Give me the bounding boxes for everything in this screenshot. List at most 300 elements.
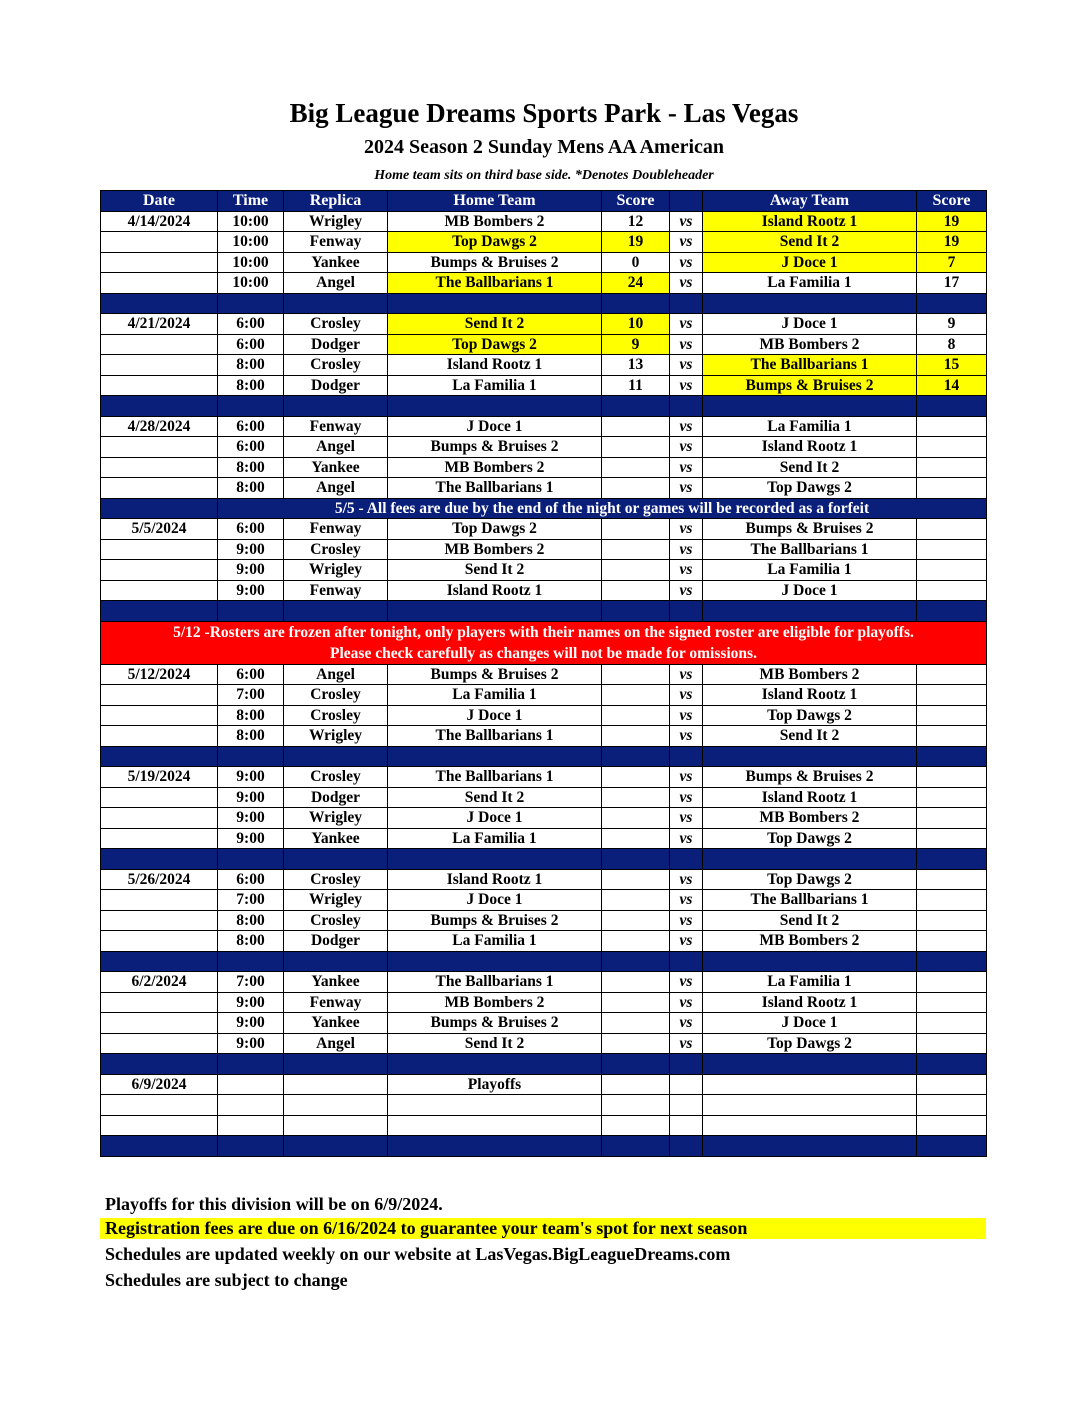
- home-team: La Familia 1: [388, 685, 602, 706]
- roster-alert-row: [101, 621, 987, 664]
- empty-cell: [670, 1115, 703, 1136]
- game-date: [101, 334, 218, 355]
- separator-cell: [703, 396, 917, 417]
- game-time: 8:00: [218, 910, 284, 931]
- vs-label: vs: [670, 375, 703, 396]
- away-score: [917, 457, 987, 478]
- home-score: 13: [602, 355, 670, 376]
- game-row: [101, 211, 987, 232]
- home-team: Bumps & Bruises 2: [388, 910, 602, 931]
- game-field: Angel: [284, 664, 388, 685]
- game-date: [101, 232, 218, 253]
- footer-website: Schedules are updated weekly on our website at LasVegas.BigLeagueDreams.com: [105, 1244, 731, 1264]
- away-score: [917, 869, 987, 890]
- away-score: [917, 519, 987, 540]
- away-team: The Ballbarians 1: [703, 539, 917, 560]
- game-field: Fenway: [284, 416, 388, 437]
- away-team: Top Dawgs 2: [703, 828, 917, 849]
- home-team: MB Bombers 2: [388, 457, 602, 478]
- week-separator-row: [101, 951, 987, 972]
- home-team: La Familia 1: [388, 828, 602, 849]
- empty-cell: [670, 1095, 703, 1116]
- game-time: 9:00: [218, 787, 284, 808]
- home-team: The Ballbarians 1: [388, 767, 602, 788]
- away-score: [917, 972, 987, 993]
- away-score: [917, 890, 987, 911]
- col-replica: Replica: [284, 191, 388, 212]
- vs-label: vs: [670, 539, 703, 560]
- separator-cell: [602, 849, 670, 870]
- vs-label: vs: [670, 1013, 703, 1034]
- vs-label: vs: [670, 560, 703, 581]
- away-team: La Familia 1: [703, 560, 917, 581]
- game-row: [101, 910, 987, 931]
- col-home-score: Score: [602, 191, 670, 212]
- home-score: [602, 1013, 670, 1034]
- away-team: Top Dawgs 2: [703, 1033, 917, 1054]
- game-date: 4/14/2024: [101, 211, 218, 232]
- game-field: [284, 1074, 388, 1095]
- vs-label: vs: [670, 787, 703, 808]
- separator-cell: [388, 746, 602, 767]
- game-field: Wrigley: [284, 808, 388, 829]
- separator-cell: [388, 293, 602, 314]
- game-field: Crosley: [284, 314, 388, 335]
- away-score: [917, 992, 987, 1013]
- game-field: Wrigley: [284, 211, 388, 232]
- away-team: J Doce 1: [703, 314, 917, 335]
- empty-cell: [218, 1115, 284, 1136]
- empty-cell: [703, 1074, 917, 1095]
- away-team: MB Bombers 2: [703, 931, 917, 952]
- home-score: [602, 416, 670, 437]
- away-team: Top Dawgs 2: [703, 869, 917, 890]
- col-away-team: Away Team: [703, 191, 917, 212]
- table-header-row: [101, 191, 987, 212]
- game-time: 7:00: [218, 890, 284, 911]
- separator-cell: [602, 1054, 670, 1075]
- game-date: 6/2/2024: [101, 972, 218, 993]
- away-team: Top Dawgs 2: [703, 705, 917, 726]
- away-team: J Doce 1: [703, 252, 917, 273]
- home-team: MB Bombers 2: [388, 992, 602, 1013]
- game-row: [101, 705, 987, 726]
- away-score: [917, 705, 987, 726]
- separator-cell: [703, 1054, 917, 1075]
- game-date: [101, 890, 218, 911]
- separator-cell: [388, 601, 602, 622]
- vs-label: vs: [670, 705, 703, 726]
- empty-cell: [703, 1095, 917, 1116]
- game-time: 9:00: [218, 560, 284, 581]
- game-time: 10:00: [218, 273, 284, 294]
- separator-cell: [703, 951, 917, 972]
- game-field: Crosley: [284, 355, 388, 376]
- game-row: [101, 478, 987, 499]
- separator-cell: [388, 1136, 602, 1157]
- away-team: La Familia 1: [703, 972, 917, 993]
- away-score: [917, 726, 987, 747]
- home-team: J Doce 1: [388, 416, 602, 437]
- game-field: Wrigley: [284, 726, 388, 747]
- game-time: 9:00: [218, 1033, 284, 1054]
- home-team: Bumps & Bruises 2: [388, 664, 602, 685]
- game-field: Yankee: [284, 972, 388, 993]
- away-team: Island Rootz 1: [703, 437, 917, 458]
- vs-label: vs: [670, 808, 703, 829]
- footer-subject-to-change: Schedules are subject to change: [105, 1270, 348, 1290]
- game-time: 8:00: [218, 726, 284, 747]
- game-row: [101, 232, 987, 253]
- away-team: Send It 2: [703, 232, 917, 253]
- home-team: Top Dawgs 2: [388, 334, 602, 355]
- away-score: 19: [917, 211, 987, 232]
- home-score: [602, 560, 670, 581]
- home-team: Island Rootz 1: [388, 580, 602, 601]
- empty-cell: [388, 1115, 602, 1136]
- game-time: 6:00: [218, 314, 284, 335]
- home-team: Top Dawgs 2: [388, 232, 602, 253]
- game-row: [101, 869, 987, 890]
- roster-alert-line-2: Please check carefully as changes will not be made for omissions.: [330, 644, 757, 662]
- game-time: 10:00: [218, 232, 284, 253]
- separator-cell: [218, 293, 284, 314]
- vs-label: vs: [670, 910, 703, 931]
- home-score: 10: [602, 314, 670, 335]
- game-row: [101, 252, 987, 273]
- separator-cell: [284, 396, 388, 417]
- game-date: [101, 910, 218, 931]
- vs-label: vs: [670, 334, 703, 355]
- vs-label: vs: [670, 355, 703, 376]
- away-team: Send It 2: [703, 726, 917, 747]
- col-away-score: Score: [917, 191, 987, 212]
- vs-label: vs: [670, 869, 703, 890]
- home-team: Send It 2: [388, 1033, 602, 1054]
- col-time: Time: [218, 191, 284, 212]
- game-row: [101, 1013, 987, 1034]
- game-field: Fenway: [284, 580, 388, 601]
- col-vs: [670, 191, 703, 212]
- game-field: Crosley: [284, 910, 388, 931]
- game-time: [218, 1074, 284, 1095]
- game-field: Angel: [284, 273, 388, 294]
- game-row: [101, 972, 987, 993]
- game-row: [101, 375, 987, 396]
- home-team: Island Rootz 1: [388, 869, 602, 890]
- game-row: [101, 992, 987, 1013]
- game-field: Crosley: [284, 869, 388, 890]
- separator-cell: [101, 951, 218, 972]
- footer-registration: Registration fees are due on 6/16/2024 to guarantee your team's spot for next season: [100, 1218, 986, 1239]
- game-time: 8:00: [218, 705, 284, 726]
- game-field: Angel: [284, 1033, 388, 1054]
- separator-cell: [917, 951, 987, 972]
- game-field: Fenway: [284, 519, 388, 540]
- game-row: [101, 314, 987, 335]
- game-time: 6:00: [218, 519, 284, 540]
- empty-cell: [703, 1115, 917, 1136]
- game-time: 6:00: [218, 437, 284, 458]
- empty-cell: [101, 1115, 218, 1136]
- home-score: [602, 808, 670, 829]
- week-separator-row: [101, 1136, 987, 1157]
- game-field: Angel: [284, 478, 388, 499]
- game-time: 8:00: [218, 355, 284, 376]
- away-team: MB Bombers 2: [703, 808, 917, 829]
- empty-row: [101, 1095, 987, 1116]
- away-score: [917, 931, 987, 952]
- game-field: Wrigley: [284, 890, 388, 911]
- separator-cell: [218, 951, 284, 972]
- vs-label: vs: [670, 232, 703, 253]
- game-time: 9:00: [218, 539, 284, 560]
- separator-cell: [670, 1136, 703, 1157]
- separator-cell: [703, 746, 917, 767]
- home-score: [602, 539, 670, 560]
- game-row: [101, 1033, 987, 1054]
- away-score: 19: [917, 232, 987, 253]
- game-date: [101, 705, 218, 726]
- vs-label: vs: [670, 580, 703, 601]
- game-time: 9:00: [218, 767, 284, 788]
- separator-cell: [218, 601, 284, 622]
- away-team: La Familia 1: [703, 416, 917, 437]
- game-date: [101, 539, 218, 560]
- game-field: Crosley: [284, 767, 388, 788]
- game-field: Dodger: [284, 931, 388, 952]
- away-score: 14: [917, 375, 987, 396]
- separator-cell: [101, 1054, 218, 1075]
- away-score: [917, 910, 987, 931]
- home-score: [602, 992, 670, 1013]
- vs-label: vs: [670, 1033, 703, 1054]
- away-score: 15: [917, 355, 987, 376]
- game-date: [101, 808, 218, 829]
- vs-label: vs: [670, 416, 703, 437]
- separator-cell: [703, 601, 917, 622]
- away-score: [917, 560, 987, 581]
- home-team: J Doce 1: [388, 808, 602, 829]
- away-team: Bumps & Bruises 2: [703, 519, 917, 540]
- away-score: [917, 539, 987, 560]
- home-team: The Ballbarians 1: [388, 972, 602, 993]
- away-score: [917, 478, 987, 499]
- game-time: 10:00: [218, 211, 284, 232]
- away-score: [917, 787, 987, 808]
- game-row: [101, 767, 987, 788]
- game-time: 8:00: [218, 375, 284, 396]
- separator-cell: [388, 951, 602, 972]
- game-time: 6:00: [218, 664, 284, 685]
- fees-notice-row: [101, 498, 987, 519]
- separator-cell: [670, 951, 703, 972]
- empty-cell: [602, 1115, 670, 1136]
- game-row: [101, 726, 987, 747]
- col-date: Date: [101, 191, 218, 212]
- separator-cell: [388, 849, 602, 870]
- vs-label: vs: [670, 437, 703, 458]
- game-time: 8:00: [218, 931, 284, 952]
- home-score: [602, 787, 670, 808]
- separator-cell: [284, 1136, 388, 1157]
- home-team: The Ballbarians 1: [388, 478, 602, 499]
- vs-label: vs: [670, 273, 703, 294]
- home-score: [602, 478, 670, 499]
- away-score: 17: [917, 273, 987, 294]
- game-date: [101, 726, 218, 747]
- home-team: Top Dawgs 2: [388, 519, 602, 540]
- game-date: [101, 457, 218, 478]
- vs-label: vs: [670, 478, 703, 499]
- separator-cell: [101, 746, 218, 767]
- home-team: MB Bombers 2: [388, 211, 602, 232]
- game-field: Crosley: [284, 705, 388, 726]
- vs-label: vs: [670, 767, 703, 788]
- game-field: Wrigley: [284, 560, 388, 581]
- game-row: [101, 580, 987, 601]
- separator-cell: [917, 601, 987, 622]
- game-date: [101, 252, 218, 273]
- week-separator-row: [101, 293, 987, 314]
- game-date: [101, 437, 218, 458]
- game-date: [101, 1013, 218, 1034]
- week-separator-row: [101, 849, 987, 870]
- game-date: 5/5/2024: [101, 519, 218, 540]
- empty-cell: [917, 1074, 987, 1095]
- away-team: The Ballbarians 1: [703, 355, 917, 376]
- game-date: [101, 560, 218, 581]
- page-title: Big League Dreams Sports Park - Las Vegas: [289, 98, 799, 128]
- game-row: [101, 519, 987, 540]
- separator-cell: [284, 293, 388, 314]
- empty-cell: [917, 1095, 987, 1116]
- home-score: [602, 931, 670, 952]
- game-field: Yankee: [284, 457, 388, 478]
- home-score: [602, 828, 670, 849]
- separator-cell: [670, 293, 703, 314]
- game-field: Yankee: [284, 252, 388, 273]
- game-row: [101, 457, 987, 478]
- week-separator-row: [101, 746, 987, 767]
- game-time: 7:00: [218, 685, 284, 706]
- empty-cell: [917, 1115, 987, 1136]
- game-time: 9:00: [218, 992, 284, 1013]
- game-date: [101, 478, 218, 499]
- separator-cell: [602, 601, 670, 622]
- away-score: [917, 416, 987, 437]
- separator-cell: [101, 396, 218, 417]
- vs-label: vs: [670, 211, 703, 232]
- separator-cell: [218, 396, 284, 417]
- separator-cell: [670, 746, 703, 767]
- separator-cell: [101, 601, 218, 622]
- schedule-table: [100, 190, 987, 1157]
- away-team: J Doce 1: [703, 580, 917, 601]
- game-row: [101, 273, 987, 294]
- home-score: 12: [602, 211, 670, 232]
- separator-cell: [218, 1136, 284, 1157]
- empty-row: [101, 1115, 987, 1136]
- away-score: 9: [917, 314, 987, 335]
- empty-cell: [284, 1095, 388, 1116]
- away-score: 7: [917, 252, 987, 273]
- game-field: Crosley: [284, 685, 388, 706]
- game-time: 10:00: [218, 252, 284, 273]
- vs-label: vs: [670, 972, 703, 993]
- separator-cell: [101, 1136, 218, 1157]
- separator-cell: [670, 396, 703, 417]
- home-score: [602, 1033, 670, 1054]
- game-date: [101, 375, 218, 396]
- separator-cell: [218, 1054, 284, 1075]
- game-row: [101, 539, 987, 560]
- separator-cell: [670, 849, 703, 870]
- home-team: MB Bombers 2: [388, 539, 602, 560]
- home-team: Bumps & Bruises 2: [388, 437, 602, 458]
- separator-cell: [284, 746, 388, 767]
- page-subtitle: 2024 Season 2 Sunday Mens AA American: [363, 136, 725, 158]
- home-score: [602, 972, 670, 993]
- game-time: 7:00: [218, 972, 284, 993]
- game-time: 8:00: [218, 457, 284, 478]
- home-score: 11: [602, 375, 670, 396]
- home-score: 19: [602, 232, 670, 253]
- away-score: [917, 1013, 987, 1034]
- game-row: [101, 416, 987, 437]
- away-score: [917, 1033, 987, 1054]
- home-score: [602, 767, 670, 788]
- away-team: Bumps & Bruises 2: [703, 767, 917, 788]
- separator-cell: [101, 498, 218, 519]
- separator-cell: [917, 1054, 987, 1075]
- game-row: [101, 560, 987, 581]
- vs-label: vs: [670, 519, 703, 540]
- separator-cell: [101, 849, 218, 870]
- home-team: Send It 2: [388, 787, 602, 808]
- separator-cell: [218, 746, 284, 767]
- away-team: Bumps & Bruises 2: [703, 375, 917, 396]
- game-row: [101, 334, 987, 355]
- home-score: 24: [602, 273, 670, 294]
- separator-cell: [284, 601, 388, 622]
- home-team: Bumps & Bruises 2: [388, 252, 602, 273]
- game-time: 9:00: [218, 808, 284, 829]
- separator-cell: [284, 951, 388, 972]
- game-row: [101, 931, 987, 952]
- game-date: 5/26/2024: [101, 869, 218, 890]
- separator-cell: [101, 293, 218, 314]
- home-score: [602, 726, 670, 747]
- vs-label: vs: [670, 890, 703, 911]
- game-time: 6:00: [218, 869, 284, 890]
- game-date: 6/9/2024: [101, 1074, 218, 1095]
- separator-cell: [284, 849, 388, 870]
- home-team: The Ballbarians 1: [388, 273, 602, 294]
- game-date: 4/28/2024: [101, 416, 218, 437]
- separator-cell: [917, 396, 987, 417]
- game-date: [101, 1033, 218, 1054]
- game-row: [101, 890, 987, 911]
- game-date: [101, 273, 218, 294]
- home-team: Bumps & Bruises 2: [388, 1013, 602, 1034]
- game-row: [101, 685, 987, 706]
- empty-cell: [388, 1095, 602, 1116]
- game-row: [101, 808, 987, 829]
- home-score: 9: [602, 334, 670, 355]
- game-field: Crosley: [284, 539, 388, 560]
- home-team: Send It 2: [388, 560, 602, 581]
